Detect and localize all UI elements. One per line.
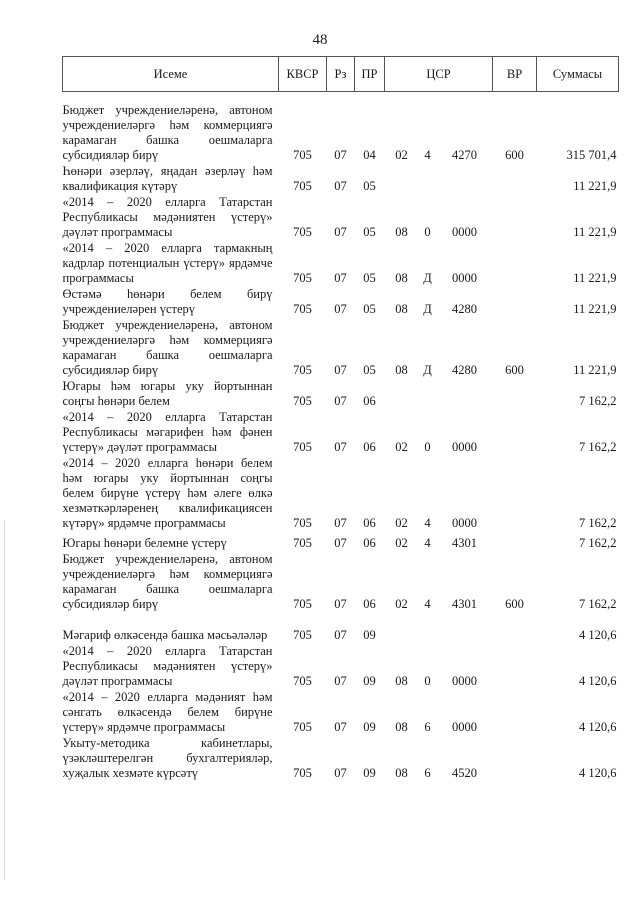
- row-name-cell: «2014 – 2020 елларга һөнәри белем һәм югары уку йортыннан соңгы белем бирүне үстерү һәм әлеге өлкә хезмәткәрләренең квалификациясен күтәрү» ярдәмче программасы: [62, 455, 273, 530]
- table-row: [63, 317, 619, 378]
- table-header: [63, 57, 619, 92]
- row-csr-direction-cell: 4520: [452, 765, 477, 780]
- row-csr-subprogram-cell: 4: [424, 147, 431, 162]
- page-number: 48: [312, 32, 328, 48]
- row-sum-cell: 11 221,9: [573, 178, 617, 193]
- row-name-cell: «2014 – 2020 елларга мәдәният һәм сәнгать өлкәсендә белем бирүне үстерү» ярдәмче программасы: [62, 689, 273, 734]
- table-row: [63, 643, 619, 689]
- row-pr-cell: 04: [363, 147, 376, 162]
- row-kvsr-cell: 705: [293, 439, 312, 454]
- row-kvsr-cell: 705: [293, 627, 312, 642]
- row-csr-program-cell: 02: [395, 535, 408, 550]
- row-csr-program-cell: 02: [395, 439, 408, 454]
- row-pr-cell: 05: [363, 224, 376, 239]
- table-row: [63, 92, 619, 163]
- table-row: [63, 194, 619, 240]
- row-pr-cell: 05: [363, 362, 376, 377]
- row-pr-cell: 06: [363, 515, 376, 530]
- row-rz-cell: 07: [334, 627, 347, 642]
- row-csr-program-cell: [385, 163, 419, 194]
- row-vr-cell: [493, 643, 537, 689]
- header-pr: ПР: [355, 57, 385, 92]
- row-csr-program-cell: 02: [395, 515, 408, 530]
- row-csr-direction-cell: 0000: [452, 719, 477, 734]
- header-csr: ЦСР: [385, 57, 493, 92]
- row-rz-cell: 07: [334, 224, 347, 239]
- row-rz-cell: 07: [334, 439, 347, 454]
- row-csr-direction-cell: 4270: [452, 147, 477, 162]
- table-row: [63, 163, 619, 194]
- row-csr-subprogram-cell: 0: [424, 224, 431, 239]
- row-csr-direction-cell: 0000: [452, 515, 477, 530]
- row-pr-cell: 05: [363, 270, 376, 285]
- row-sum-cell: 11 221,9: [573, 270, 617, 285]
- row-rz-cell: 07: [334, 178, 347, 193]
- row-kvsr-cell: 705: [293, 673, 312, 688]
- table-row: [63, 378, 619, 409]
- row-csr-program-cell: 08: [395, 270, 408, 285]
- row-csr-program-cell: 08: [395, 301, 408, 316]
- row-csr-subprogram-cell: 6: [424, 765, 431, 780]
- header-kvsr: КВСР: [279, 57, 327, 92]
- row-csr-subprogram-cell: 0: [424, 673, 431, 688]
- row-csr-subprogram-cell: [419, 612, 437, 643]
- row-name-cell: Бюджет учреждениеләренә, автоном учреждениеләргә һәм коммерциягә карамаган башка оешмаларга субсидияләр бирү: [62, 317, 273, 377]
- row-sum-cell: 7 162,2: [579, 535, 617, 550]
- row-sum-cell: 4 120,6: [579, 627, 617, 642]
- row-kvsr-cell: 705: [293, 535, 312, 550]
- table-row: [63, 551, 619, 612]
- row-sum-cell: 11 221,9: [573, 362, 617, 377]
- row-csr-direction-cell: 0000: [452, 673, 477, 688]
- row-sum-cell: 7 162,2: [579, 393, 617, 408]
- table-row: [63, 240, 619, 286]
- row-name-cell: Бюджет учреждениеләренә, автоном учреждениеләргә һәм коммерциягә карамаган башка оешмаларга субсидияләр бирү: [62, 102, 273, 162]
- row-name-cell: «2014 – 2020 елларга Татарстан Республикасы мәгарифен һәм фәнен үстерү» дәүләт программасы: [62, 409, 273, 454]
- row-csr-program-cell: 08: [395, 719, 408, 734]
- table-row: [63, 409, 619, 455]
- row-name-cell: Югары һәм югары уку йортыннан соңгы һөнәри белем: [62, 378, 273, 408]
- row-csr-subprogram-cell: Д: [423, 362, 432, 377]
- row-csr-direction-cell: 0000: [452, 270, 477, 285]
- row-csr-program-cell: [385, 378, 419, 409]
- row-pr-cell: 05: [363, 178, 376, 193]
- row-pr-cell: 09: [363, 627, 376, 642]
- table-body: [63, 92, 619, 781]
- row-name-cell: Югары һөнәри белемне үстерү: [62, 535, 227, 550]
- row-csr-subprogram-cell: 0: [424, 439, 431, 454]
- row-vr-cell: [493, 689, 537, 735]
- row-kvsr-cell: 705: [293, 596, 312, 611]
- row-rz-cell: 07: [334, 673, 347, 688]
- row-vr-cell: [493, 378, 537, 409]
- table-row: [63, 531, 619, 551]
- header-sum: Суммасы: [537, 57, 619, 92]
- row-name-cell: Һөнәри әзерләү, яңадан әзерләү һәм квалификация күтәрү: [62, 163, 273, 193]
- row-csr-direction-cell: 4301: [452, 535, 477, 550]
- scan-edge-line: [4, 520, 5, 880]
- row-name-cell: Укыту-методика кабинетлары, үзәкләштерелгән бухгалтерияләр, хуҗалык хезмәте күрсәтү: [62, 735, 273, 780]
- row-name-cell: Мәгариф өлкәсендә башка мәсьәләләр: [62, 627, 268, 642]
- row-pr-cell: 09: [363, 765, 376, 780]
- row-vr-cell: [493, 163, 537, 194]
- row-kvsr-cell: 705: [293, 515, 312, 530]
- row-sum-cell: 11 221,9: [573, 224, 617, 239]
- row-rz-cell: 07: [334, 393, 347, 408]
- row-csr-direction-cell: 4301: [452, 596, 477, 611]
- budget-table: [62, 56, 619, 781]
- row-vr-cell: [493, 612, 537, 643]
- row-vr-cell: [493, 194, 537, 240]
- row-csr-program-cell: 08: [395, 362, 408, 377]
- row-pr-cell: 06: [363, 596, 376, 611]
- row-csr-subprogram-cell: Д: [423, 270, 432, 285]
- row-pr-cell: 06: [363, 535, 376, 550]
- row-sum-cell: 4 120,6: [579, 673, 617, 688]
- row-kvsr-cell: 705: [293, 765, 312, 780]
- row-rz-cell: 07: [334, 362, 347, 377]
- row-rz-cell: 07: [334, 719, 347, 734]
- row-csr-direction-cell: 4280: [452, 301, 477, 316]
- row-csr-subprogram-cell: 4: [424, 596, 431, 611]
- row-csr-subprogram-cell: 4: [424, 535, 431, 550]
- row-csr-program-cell: 08: [395, 673, 408, 688]
- row-pr-cell: 09: [363, 719, 376, 734]
- row-vr-cell: 600: [505, 596, 524, 611]
- row-kvsr-cell: 705: [293, 147, 312, 162]
- row-pr-cell: 05: [363, 301, 376, 316]
- row-name-cell: Өстәмә һөнәри белем бирү учреждениеләрен үстерү: [62, 286, 273, 316]
- row-kvsr-cell: 705: [293, 362, 312, 377]
- row-vr-cell: [493, 735, 537, 781]
- table-row: [63, 689, 619, 735]
- row-name-cell: Бюджет учреждениеләренә, автоном учреждениеләргә һәм коммерциягә карамаган башка оешмаларга субсидияләр бирү: [62, 551, 273, 611]
- table-row: [63, 735, 619, 781]
- header-vr: ВР: [493, 57, 537, 92]
- row-kvsr-cell: 705: [293, 301, 312, 316]
- row-pr-cell: 06: [363, 439, 376, 454]
- row-sum-cell: 7 162,2: [579, 515, 617, 530]
- row-csr-program-cell: 08: [395, 224, 408, 239]
- row-rz-cell: 07: [334, 301, 347, 316]
- row-csr-direction-cell: 4280: [452, 362, 477, 377]
- row-kvsr-cell: 705: [293, 393, 312, 408]
- header-rz: Рз: [327, 57, 355, 92]
- row-rz-cell: 07: [334, 596, 347, 611]
- row-csr-subprogram-cell: Д: [423, 301, 432, 316]
- row-csr-program-cell: 08: [395, 765, 408, 780]
- row-csr-subprogram-cell: [419, 163, 437, 194]
- row-csr-subprogram-cell: 6: [424, 719, 431, 734]
- row-kvsr-cell: 705: [293, 224, 312, 239]
- row-sum-cell: 4 120,6: [579, 765, 617, 780]
- row-csr-program-cell: 02: [395, 147, 408, 162]
- table-row: [63, 286, 619, 317]
- row-csr-program-cell: [385, 612, 419, 643]
- row-name-cell: «2014 – 2020 елларга тармакның кадрлар потенциалын үстерү» ярдәмче программасы: [62, 240, 273, 285]
- row-sum-cell: 7 162,2: [579, 596, 617, 611]
- row-csr-direction-cell: 0000: [452, 439, 477, 454]
- row-kvsr-cell: 705: [293, 719, 312, 734]
- row-rz-cell: 07: [334, 147, 347, 162]
- row-vr-cell: [493, 531, 537, 551]
- row-vr-cell: [493, 286, 537, 317]
- row-sum-cell: 4 120,6: [579, 719, 617, 734]
- header-row: [63, 57, 619, 92]
- row-name-cell: «2014 – 2020 елларга Татарстан Республикасы мәдәниятен үстерү» дәүләт программасы: [62, 643, 273, 688]
- table-row: [63, 455, 619, 531]
- row-sum-cell: 315 701,4: [566, 147, 617, 162]
- row-vr-cell: [493, 409, 537, 455]
- row-kvsr-cell: 705: [293, 178, 312, 193]
- header-name: Исеме: [63, 57, 279, 92]
- row-csr-direction-cell: 0000: [452, 224, 477, 239]
- row-rz-cell: 07: [334, 535, 347, 550]
- row-csr-program-cell: 02: [395, 596, 408, 611]
- row-vr-cell: [493, 455, 537, 531]
- row-kvsr-cell: 705: [293, 270, 312, 285]
- row-vr-cell: 600: [505, 147, 524, 162]
- row-csr-subprogram-cell: [419, 378, 437, 409]
- row-csr-direction-cell: [437, 612, 493, 643]
- row-csr-direction-cell: [437, 163, 493, 194]
- row-rz-cell: 07: [334, 270, 347, 285]
- row-vr-cell: [493, 240, 537, 286]
- row-name-cell: «2014 – 2020 елларга Татарстан Республикасы мәдәниятен үстерү» дәүләт программасы: [62, 194, 273, 239]
- row-sum-cell: 11 221,9: [573, 301, 617, 316]
- row-rz-cell: 07: [334, 765, 347, 780]
- row-csr-subprogram-cell: 4: [424, 515, 431, 530]
- row-vr-cell: 600: [505, 362, 524, 377]
- row-sum-cell: 7 162,2: [579, 439, 617, 454]
- table-row: [63, 612, 619, 643]
- row-rz-cell: 07: [334, 515, 347, 530]
- row-pr-cell: 09: [363, 673, 376, 688]
- row-csr-direction-cell: [437, 378, 493, 409]
- row-pr-cell: 06: [363, 393, 376, 408]
